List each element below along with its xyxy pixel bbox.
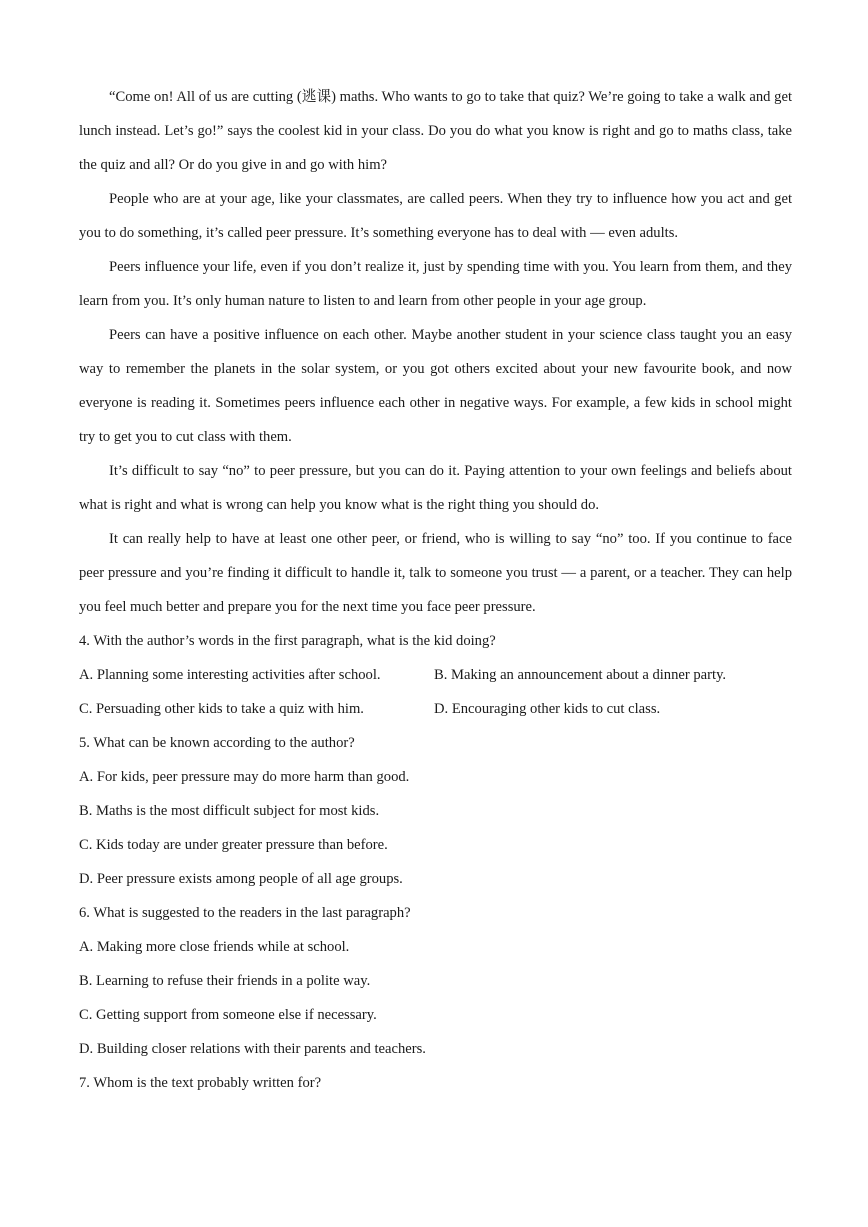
option-a: A. Planning some interesting activities after school. <box>79 667 381 683</box>
option-c: C. Getting support from someone else if necessary. <box>79 1007 377 1023</box>
option-row <box>79 692 792 726</box>
passage-paragraph-4: Peers can have a positive influence on each other. Maybe another student in your science class taught you an easy way to remember the planets in the solar system, or you got others excited about your new favourite book, and now everyone is reading it. Sometimes peers influence each other in negative ways. For example, a few kids in school might try to get you to cut class with them. <box>79 327 792 445</box>
option-b: B. Maths is the most difficult subject for most kids. <box>79 803 380 819</box>
document-page <box>79 80 792 1100</box>
passage-paragraph-1: “Come on! All of us are cutting (逃课) maths. Who wants to go to take that quiz? We’re going to take a walk and get lunch instead. Let’s go!” says the coolest kid in your class. Do you do what you know is right and go to maths class, take the quiz and all? Or do you give in and go with him? <box>79 89 792 173</box>
question-stem: 4. With the author’s words in the first paragraph, what is the kid doing? <box>79 633 496 649</box>
option-row <box>79 658 792 692</box>
option-a: A. For kids, peer pressure may do more harm than good. <box>79 769 410 785</box>
option-c: C. Kids today are under greater pressure than before. <box>79 837 388 853</box>
option-d: D. Encouraging other kids to cut class. <box>434 701 661 717</box>
option-d: D. Building closer relations with their parents and teachers. <box>79 1041 426 1057</box>
question-7 <box>79 1066 792 1100</box>
passage-paragraph-2: People who are at your age, like your classmates, are called peers. When they try to influence how you act and get you to do something, it’s called peer pressure. It’s something everyone has to deal with — even adults. <box>79 191 792 241</box>
question-6 <box>79 896 792 1066</box>
passage-paragraph-5: It’s difficult to say “no” to peer pressure, but you can do it. Paying attention to your own feelings and beliefs about what is right and what is wrong can help you know what is the right thing you should do. <box>79 463 792 513</box>
question-stem: 7. Whom is the text probably written for? <box>79 1075 322 1091</box>
question-5 <box>79 726 792 896</box>
question-stem: 5. What can be known according to the author? <box>79 735 355 751</box>
option-b: B. Making an announcement about a dinner party. <box>434 667 727 683</box>
option-b: B. Learning to refuse their friends in a polite way. <box>79 973 371 989</box>
passage-paragraph-3: Peers influence your life, even if you don’t realize it, just by spending time with you. You learn from them, and they learn from you. It’s only human nature to listen to and learn from other people in your age group. <box>79 259 792 309</box>
option-d: D. Peer pressure exists among people of all age groups. <box>79 871 403 887</box>
option-a: A. Making more close friends while at school. <box>79 939 350 955</box>
question-stem: 6. What is suggested to the readers in the last paragraph? <box>79 905 411 921</box>
option-c: C. Persuading other kids to take a quiz with him. <box>79 701 364 717</box>
question-4 <box>79 624 792 726</box>
passage-paragraph-6: It can really help to have at least one other peer, or friend, who is willing to say “no” too. If you continue to face peer pressure and you’re finding it difficult to handle it, talk to someone you trust — a parent, or a teacher. They can help you feel much better and prepare you for the next time you face peer pressure. <box>79 531 792 615</box>
